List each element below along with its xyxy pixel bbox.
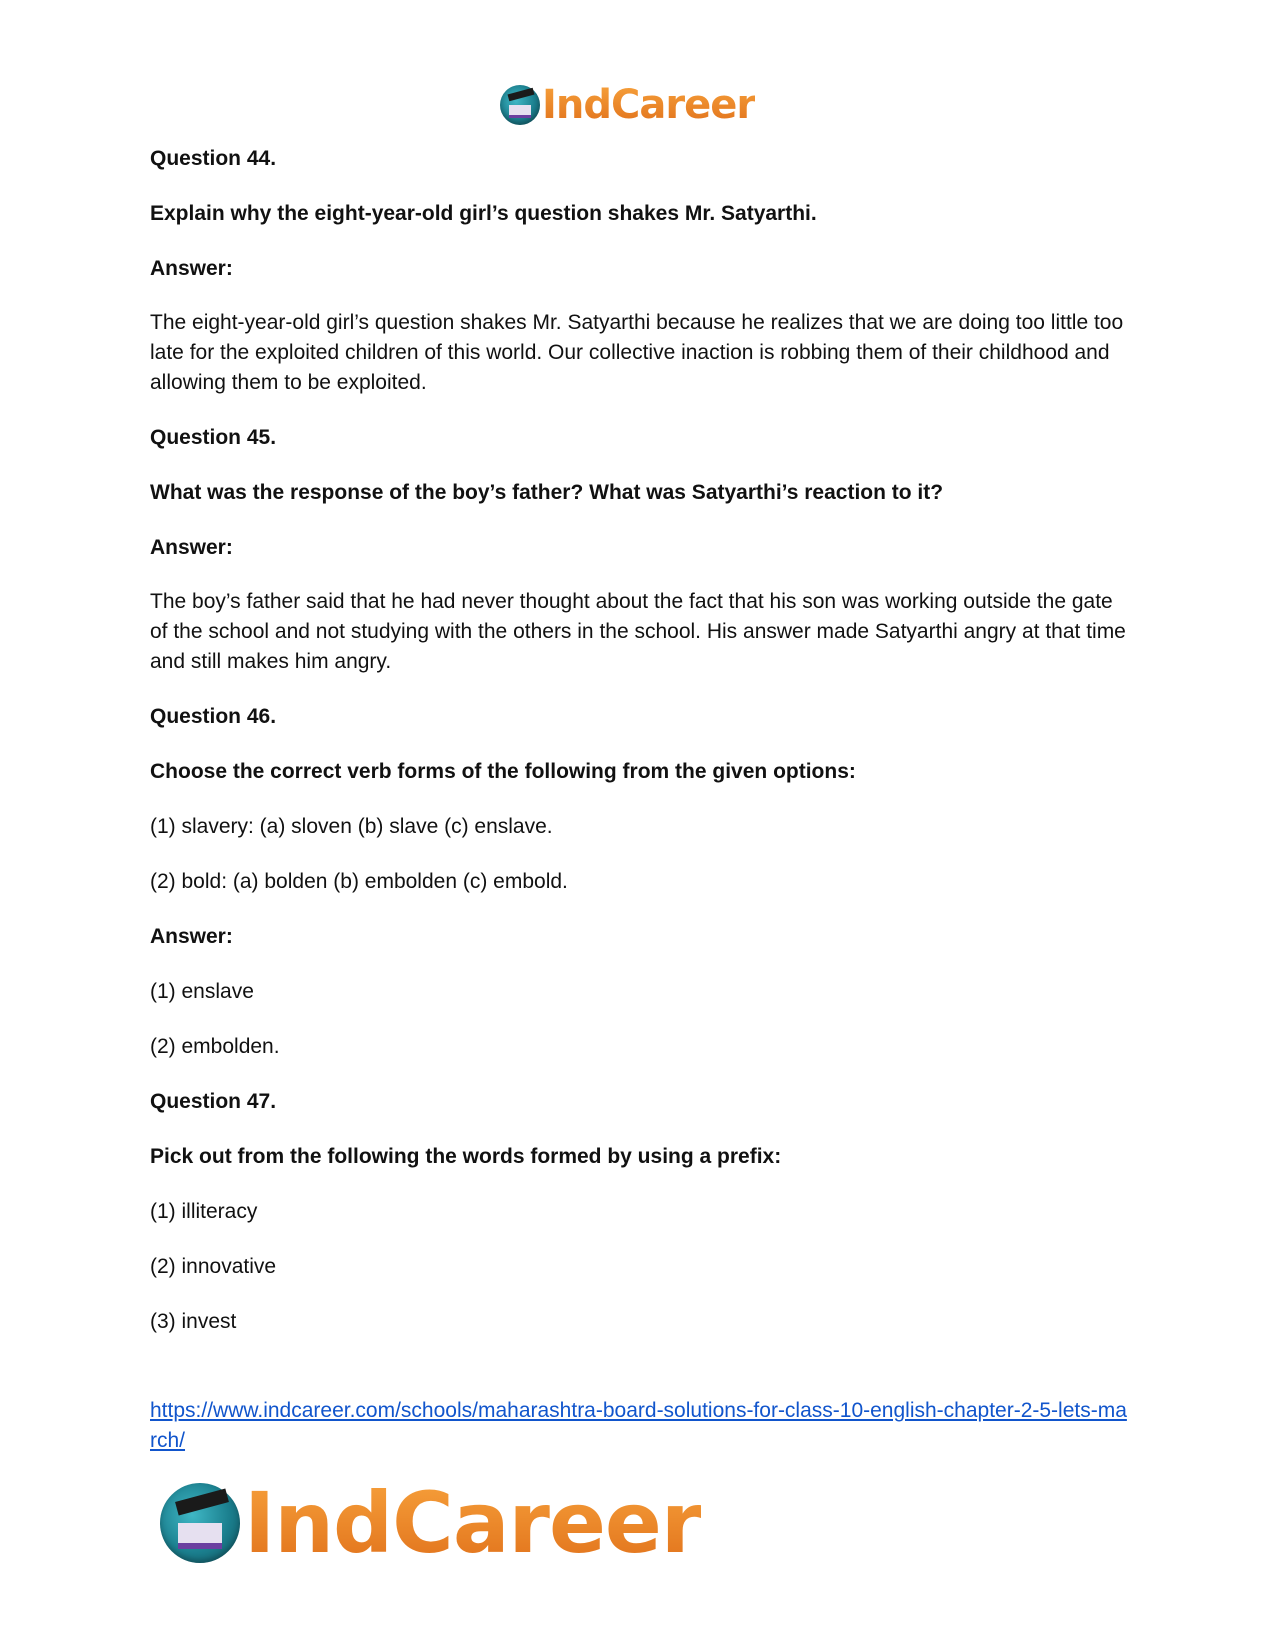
answer-item: (1) enslave <box>150 980 254 1003</box>
question-44-text: Explain why the eight-year-old girl’s question shakes Mr. Satyarthi. <box>150 202 817 225</box>
question-46-text: Choose the correct verb forms of the following from the given options: <box>150 760 856 783</box>
question-46-label: Question 46. <box>150 705 277 728</box>
word-item: (3) invest <box>150 1310 237 1333</box>
source-link[interactable]: https://www.indcareer.com/schools/maharashtra-board-solutions-for-class-10-english-chapter-2-5-lets-march/ <box>150 1399 1127 1452</box>
question-47-label: Question 47. <box>150 1090 277 1113</box>
question-47-text: Pick out from the following the words formed by using a prefix: <box>150 1145 782 1168</box>
indcareer-logo-icon <box>500 85 540 125</box>
word-item: (2) innovative <box>150 1255 277 1278</box>
answer-45-text: The boy’s father said that he had never thought about the fact that his son was working outside the gate of the school and not studying with the others in the school. His answer made Satyarthi angry at that time and still makes him angry. <box>150 590 1126 673</box>
option-item: (1) slavery: (a) sloven (b) slave (c) enslave. <box>150 815 553 838</box>
answer-44-text: The eight-year-old girl’s question shakes Mr. Satyarthi because he realizes that we are doing too little too late for the exploited children of this world. Our collective inaction is robbing them of their childhood and allowing them to be exploited. <box>150 311 1124 394</box>
document-content <box>150 143 1130 1361</box>
header-logo <box>500 80 755 130</box>
answer-label: Answer: <box>150 925 233 948</box>
footer-logo <box>160 1468 701 1578</box>
answer-item: (2) embolden. <box>150 1035 280 1058</box>
logo-text: IndCareer <box>542 82 756 128</box>
word-item: (1) illiteracy <box>150 1200 258 1223</box>
answer-label: Answer: <box>150 536 233 559</box>
question-45-text: What was the response of the boy’s father? What was Satyarthi’s reaction to it? <box>150 481 944 504</box>
logo-text: IndCareer <box>244 1474 702 1572</box>
indcareer-logo-icon <box>160 1483 240 1563</box>
question-44-label: Question 44. <box>150 147 277 170</box>
question-45-label: Question 45. <box>150 426 277 449</box>
option-item: (2) bold: (a) bolden (b) embolden (c) embold. <box>150 870 568 893</box>
answer-label: Answer: <box>150 257 233 280</box>
